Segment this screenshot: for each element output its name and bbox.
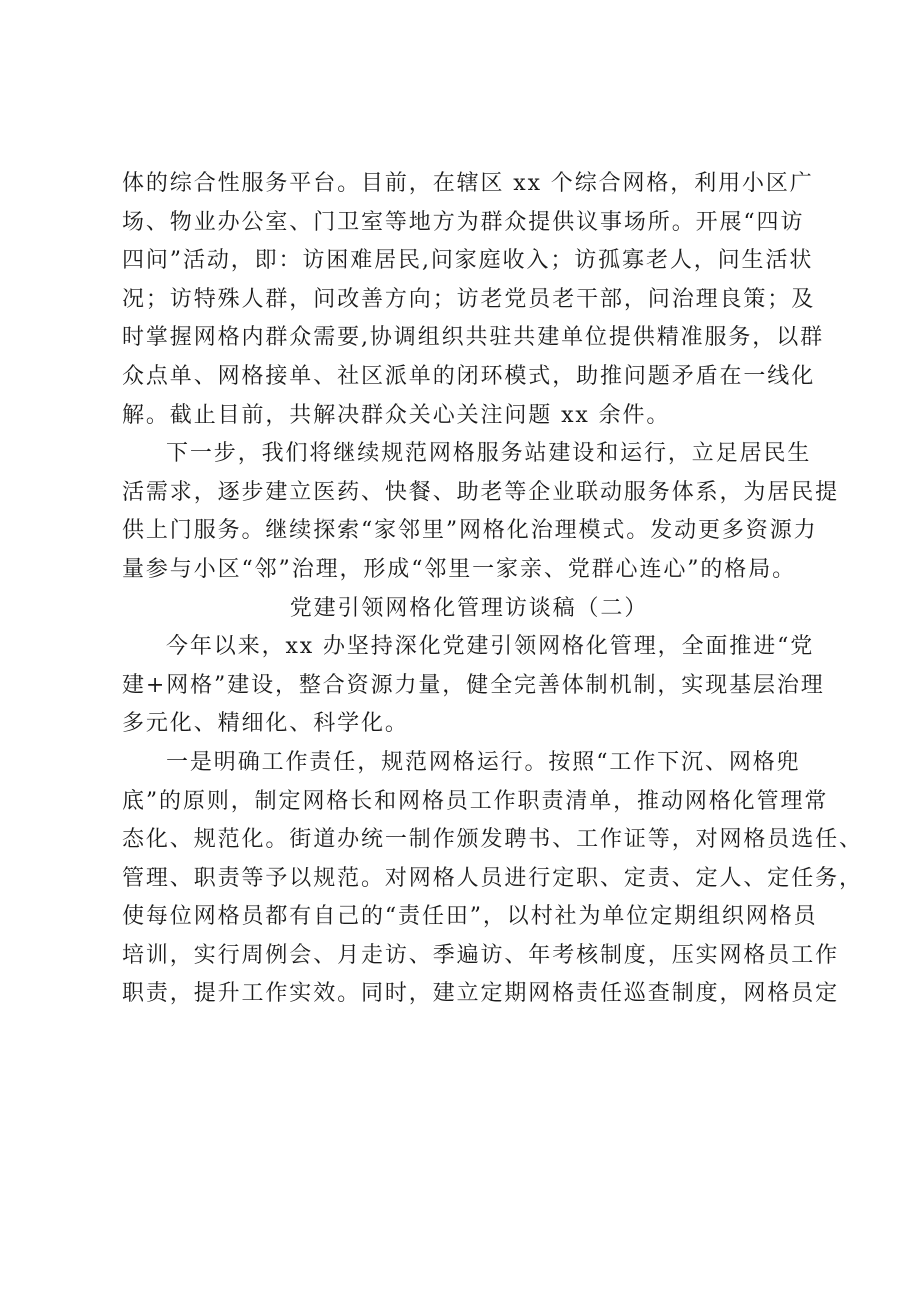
paragraph-line: 多元化、精细化、科学化。: [122, 711, 409, 737]
document-body: [122, 165, 863, 1014]
paragraph-line: 场、物业办公室、门卫室等地方为群众提供议事场所。开展“四访: [122, 209, 805, 235]
paragraph-line: 下一步，我们将继续规范网格服务站建设和运行，立足居民生: [166, 441, 812, 467]
paragraph-line: 培训，实行周例会、月走访、季遍访、年考核制度，压实网格员工作: [122, 942, 840, 968]
paragraph-line: 一是明确工作责任，规范网格运行。按照“工作下沉、网格兜: [166, 749, 801, 775]
paragraph-line: 供上门服务。继续探索“家邻里”网格化治理模式。发动更多资源力: [122, 518, 818, 544]
paragraph-line: 体的综合性服务平台。目前，在辖区 xx 个综合网格，利用小区广: [122, 171, 814, 196]
paragraph-line: 建+网格”建设，整合资源力量，健全完善体制机制，实现基层治理: [122, 672, 825, 698]
paragraph-line: 使每位网格员都有自己的“责任田”，以村社为单位定期组织网格员: [122, 904, 818, 930]
paragraph-line: 职责，提升工作实效。同时，建立定期网格责任巡查制度，网格员定: [122, 981, 840, 1007]
paragraph-line: 态化、规范化。街道办统一制作颁发聘书、工作证等，对网格员选任、: [122, 827, 863, 853]
section-title: 党建引领网格化管理访谈稿（二）: [289, 595, 649, 621]
paragraph-line: 底”的原则，制定网格长和网格员工作职责清单，推动网格化管理常: [122, 788, 829, 814]
paragraph-line: 量参与小区“邻”治理，形成“邻里一家亲、党群心连心”的格局。: [122, 556, 796, 582]
paragraph-line: 管理、职责等予以规范。对网格人员进行定职、定责、定人、定任务，: [122, 865, 863, 891]
paragraph-line: 解。截止目前，共解决群众关心关注问题 xx 余件。: [122, 402, 671, 428]
paragraph-line: 活需求，逐步建立医药、快餐、助老等企业联动服务体系，为居民提: [122, 479, 840, 505]
paragraph-line: 况；访特殊人群，问改善方向；访老党员老干部，问治理良策；及: [122, 286, 816, 312]
paragraph-line: 众点单、网格接单、社区派单的闭环模式，助推问题矛盾在一线化: [122, 363, 816, 389]
paragraph-line: 时掌握网格内群众需要,协调组织共驻共建单位提供精准服务，以群: [122, 325, 824, 351]
paragraph-line: 今年以来，xx 办坚持深化党建引领网格化管理，全面推进“党: [166, 634, 815, 660]
paragraph-line: 四问”活动，即：访困难居民,问家庭收入；访孤寡老人，问生活状: [122, 248, 814, 274]
